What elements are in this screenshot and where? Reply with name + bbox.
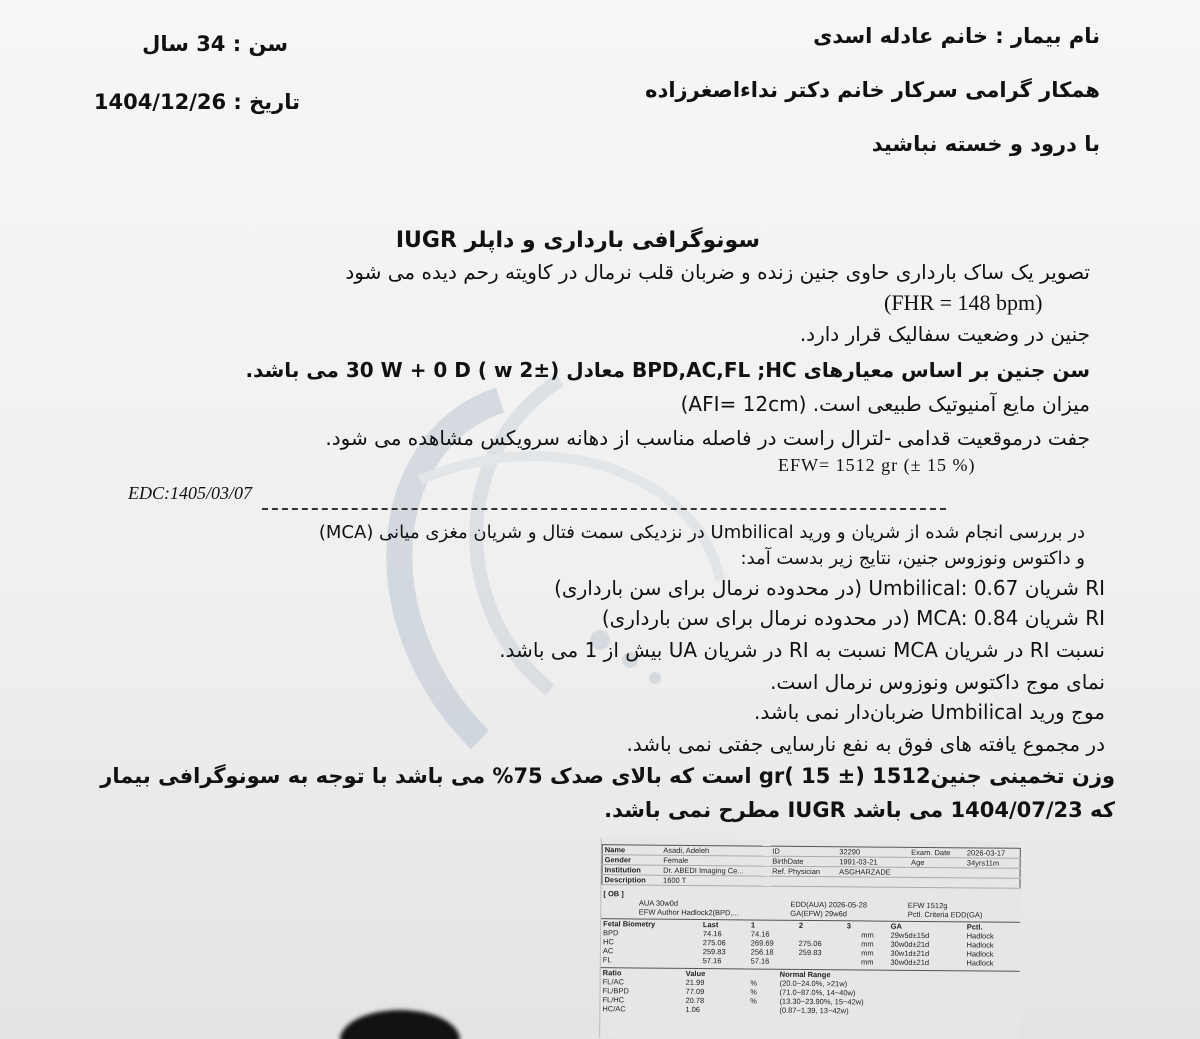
finger-shadow — [340, 1010, 460, 1039]
summary-line: در مجموع یافته های فوق به نفع نارسایی جفتی نمی باشد. — [626, 732, 1105, 756]
table-row: Description 1600 T — [602, 875, 1020, 889]
table-row: Institution Dr. ABEDI Imaging Ce... Ref. Physician ASGHARZADE — [602, 865, 1020, 879]
colleague-line: همکار گرامی سرکار خانم دکتر نداءاصغرزاده — [645, 78, 1100, 102]
patient-name: نام بیمار : خانم عادله اسدی — [813, 24, 1100, 48]
report-title: سونوگرافی بارداری و داپلر IUGR — [395, 228, 760, 253]
table-header-row: Fetal Biometry Last 1 2 3 GA Pctl. — [603, 919, 983, 932]
conclusion-line: که 1404/07/23 می باشد IUGR مطرح نمی باشد. — [604, 798, 1115, 822]
ratio-table — [600, 967, 1019, 1017]
ob-summary: [ OB ] AUA 30w0d EDD(AUA) 2026-05-28 EFW 1512g EFW Author Hadlock2(BPD,... GA(EFW) 29w6d Pctl. Criteria EDD(GA) — [603, 889, 983, 920]
presentation-line: جنین در وضعیت سفالیک قرار دارد. — [799, 322, 1090, 346]
table-row: FL/BPD 77.09 % (71.0~87.0%, 14~40w) — [602, 986, 856, 998]
doppler-intro: در بررسی انجام شده از شریان و ورید Umbilical در نزدیکی سمت فتال و شریان مغزی میانی (MCA) — [318, 522, 1085, 543]
ri-ratio: نسبت RI در شریان MCA نسبت به RI در شریان UA بیش از 1 می باشد. — [499, 638, 1105, 662]
weight-line: وزن تخمینی جنینgr( 15 ±) 1512 است که بالای صدک 75% می باشد با توجه به سونوگرافی بیمار — [100, 764, 1115, 788]
report-date: تاریخ : 1404/12/26 — [93, 90, 300, 114]
patient-age: سن : 34 سال — [142, 32, 288, 56]
ri-umbilical: RI شریان Umbilical: 0.67 (در محدوده نرمال برای سن بارداری) — [554, 576, 1105, 600]
efw-line: EFW= 1512 gr (± 15 %) — [778, 455, 976, 475]
watermark-logo — [300, 360, 780, 780]
ri-mca: RI شریان MCA: 0.84 (در محدوده نرمال برای سن بارداری) — [601, 606, 1105, 630]
gestational-sac-line: تصویر یک ساک بارداری حاوی جنین زنده و ضربان قلب نرمال در کاویته رحم دیده می شود — [345, 260, 1090, 284]
doppler-intro-2: و داکتوس ونوزوس جنین، نتایج زیر بدست آمد: — [740, 548, 1085, 569]
table-row: AC 259.83 256.18 259.83 mm 30w1d±21d Hadlock — [602, 946, 994, 959]
greeting: با درود و خسته نباشید — [871, 132, 1100, 156]
table-row: HC/AC 1.06 (0.87~1.39, 13~42w) — [602, 1004, 849, 1016]
table-row: HC 275.06 269.69 275.06 mm 30w0d±21d Hadlock — [602, 937, 994, 950]
biometry-table — [601, 918, 1020, 968]
table-row: FL/HC 20.78 % (13.30~23.90%, 15~42w) — [602, 995, 864, 1007]
table-row: Gender Female BirthDate 1991-03-21 Age 34yrs11m — [602, 855, 1020, 869]
umbilical-vein: موج ورید Umbilical ضربان‌دار نمی باشد. — [754, 700, 1105, 724]
patient-info-table — [601, 844, 1020, 889]
table-row: BPD 74.16 74.16 mm 29w5d±15d Hadlock — [603, 928, 994, 941]
amniotic-fluid-line: میزان مایع آمنیوتیک طبیعی است. (AFI= 12cm) — [680, 392, 1090, 416]
table-row: Name Asadi, Adeleh ID 32290 Exam. Date 2026-03-17 — [602, 845, 1020, 859]
divider — [262, 508, 946, 510]
ultrasound-printout — [599, 838, 1021, 1039]
table-row: FL/AC 21.99 % (20.0~24.0%, >21w) — [602, 977, 848, 989]
table-header-row: Ratio Value Normal Range — [602, 968, 831, 980]
placenta-line: جفت درموقعیت قدامی -لترال راست در فاصله مناسب از دهانه سرویکس مشاهده می شود. — [325, 426, 1090, 450]
ductus-venosus: نمای موج داکتوس ونوزوس نرمال است. — [770, 670, 1105, 694]
fhr-value: (FHR = 148 bpm) — [884, 290, 1043, 315]
gestational-age-line: سن جنین بر اساس معیارهای BPD,AC,FL ;HC معادل (w 2± ) 30 W + 0 D می باشد. — [245, 358, 1090, 382]
table-row: FL 57.16 57.16 mm 30w0d±21d Hadlock — [602, 955, 994, 968]
edc-line: EDC:1405/03/07 — [128, 483, 252, 503]
